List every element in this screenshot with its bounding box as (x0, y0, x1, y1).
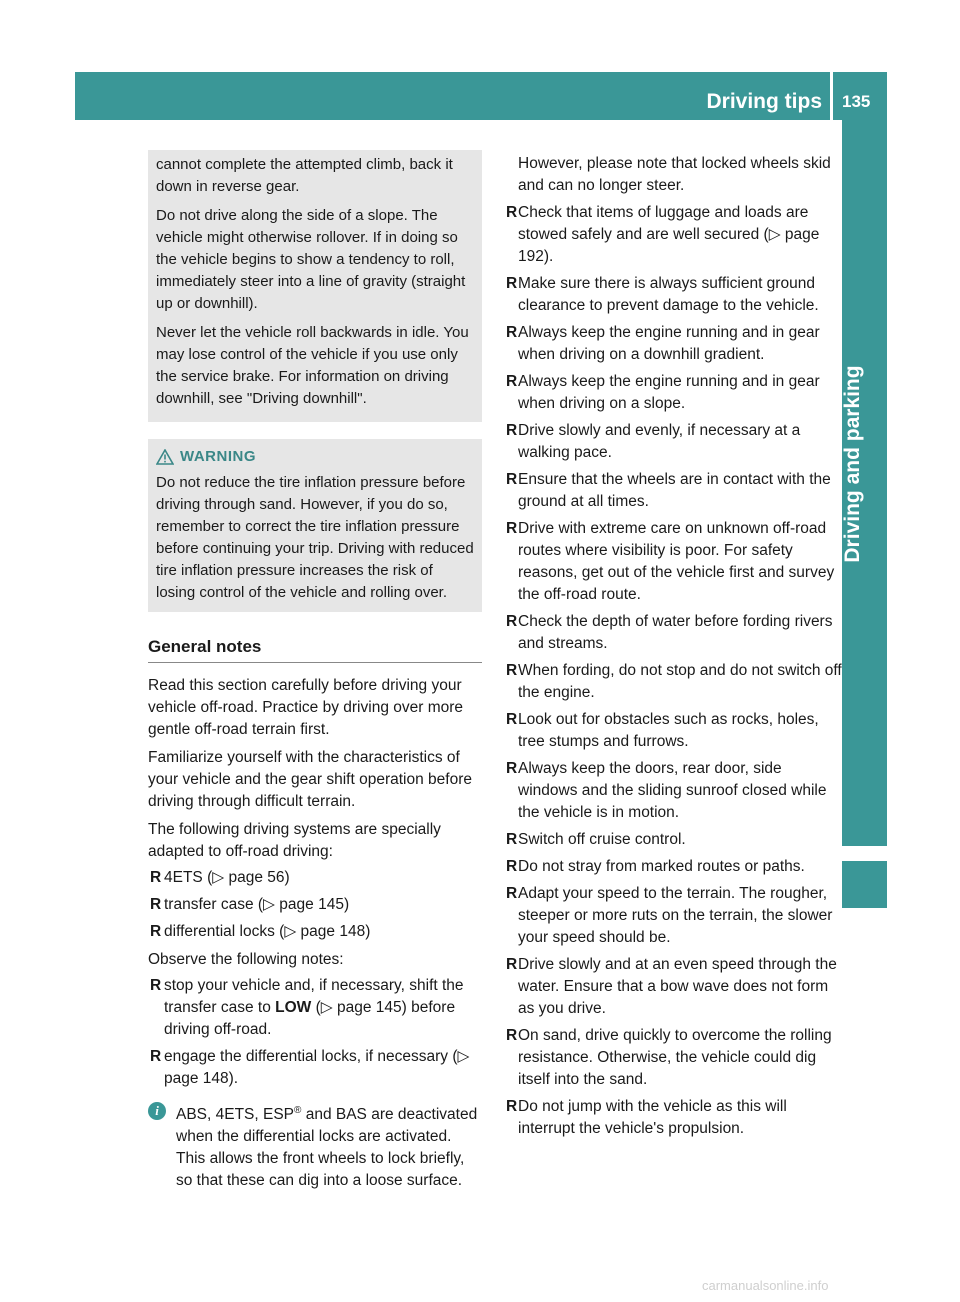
paragraph: The following driving systems are specially adapted to off-road driving: (148, 821, 441, 860)
list-item: R Switch off cruise control. (506, 831, 686, 848)
list-item: R engage the differential locks, if necessary (▷ page 148). (150, 1048, 470, 1087)
list-item: R Adapt your speed to the terrain. The rougher, steeper or more ruts on the terrain, the slower your speed should be. (506, 885, 833, 946)
list-item: R 4ETS (▷ page 56) (150, 869, 290, 886)
paragraph: Familiarize yourself with the characteristics of your vehicle and the gear shift operation before driving through difficult terrain. (148, 749, 472, 810)
list-item: R Always keep the engine running and in gear when driving on a slope. (506, 373, 820, 412)
header-title: Driving tips (706, 90, 822, 113)
list-item: R Do not jump with the vehicle as this will interrupt the vehicle's propulsion. (506, 1098, 787, 1137)
info-note: i ABS, 4ETS, ESP® and BAS are deactivated when the differential locks are activated. This allows the front wheels to lock briefly, so that these can dig into a loose surface. (148, 1100, 482, 1192)
list-item: R Do not stray from marked routes or paths. (506, 858, 805, 875)
list-item: R Make sure there is always sufficient ground clearance to prevent damage to the vehicle. (506, 275, 819, 314)
paragraph: Observe the following notes: (148, 951, 344, 968)
list-item: R On sand, drive quickly to overcome the rolling resistance. Otherwise, the vehicle could dig itself into the sand. (506, 1027, 832, 1088)
watermark: carmanualsonline.info (702, 1278, 829, 1293)
systems-list (148, 867, 482, 943)
paragraph: However, please note that locked wheels skid and can no longer steer. (518, 155, 831, 194)
tips-list (508, 202, 842, 1140)
list-item: R transfer case (▷ page 145) (150, 896, 350, 913)
side-marker (842, 861, 887, 908)
list-item: R Always keep the engine running and in gear when driving on a downhill gradient. (506, 324, 820, 363)
side-tab-label: Driving and parking (841, 365, 864, 563)
section-title: General notes (148, 636, 482, 663)
notes-list (148, 975, 482, 1090)
caution-text: Do not drive along the side of a slope. The vehicle might otherwise rollover. If in doing so the vehicle begins to show a tendency to roll, immediately steer into a line of gravity (straight up or downhill). (156, 207, 466, 312)
paragraph: Read this section carefully before driving your vehicle off-road. Practice by driving over more gentle off-road terrain first. (148, 677, 464, 738)
caution-box (148, 150, 482, 422)
warning-box (148, 439, 482, 612)
list-item: R Drive slowly and at an even speed through the water. Ensure that a bow wave does not form as you drive. (506, 956, 837, 1017)
list-item: R Look out for obstacles such as rocks, holes, tree stumps and furrows. (506, 711, 819, 750)
list-item: R Ensure that the wheels are in contact with the ground at all times. (506, 471, 831, 510)
info-icon: i (148, 1102, 166, 1120)
list-item: R When fording, do not stop and do not switch off the engine. (506, 662, 842, 701)
warning-triangle-icon (156, 449, 174, 465)
list-item: R Check the depth of water before fording rivers and streams. (506, 613, 833, 652)
list-item: R stop your vehicle and, if necessary, shift the transfer case to LOW (▷ page 145) before driving off-road. (150, 977, 464, 1038)
warning-text: Do not reduce the tire inflation pressure before driving through sand. However, if you do so, remember to correct the tire inflation pressure before continuing your trip. Driving with reduced tire inflation pressure increases the risk of losing control of the vehicle and rolling over. (156, 474, 474, 601)
list-item: R Drive slowly and evenly, if necessary at a walking pace. (506, 422, 801, 461)
warning-title: WARNING (180, 448, 256, 465)
right-column (508, 153, 842, 1145)
header-separator (830, 72, 833, 120)
page-number: 135 (842, 92, 871, 111)
caution-text: Never let the vehicle roll backwards in idle. You may lose control of the vehicle if you use only the service brake. For information on driving downhill, see "Driving downhill". (156, 324, 469, 407)
list-item: R Drive with extreme care on unknown off-road routes where visibility is poor. For safety reasons, get out of the vehicle first and survey the off-road route. (506, 520, 835, 603)
list-item: R differential locks (▷ page 148) (150, 923, 371, 940)
caution-text: cannot complete the attempted climb, back it down in reverse gear. (156, 156, 453, 195)
list-item: R Check that items of luggage and loads are stowed safely and are well secured (▷ page 192). (506, 204, 820, 265)
left-column (148, 150, 482, 1192)
list-item: R Always keep the doors, rear door, side windows and the sliding sunroof closed while the vehicle is in motion. (506, 760, 827, 821)
